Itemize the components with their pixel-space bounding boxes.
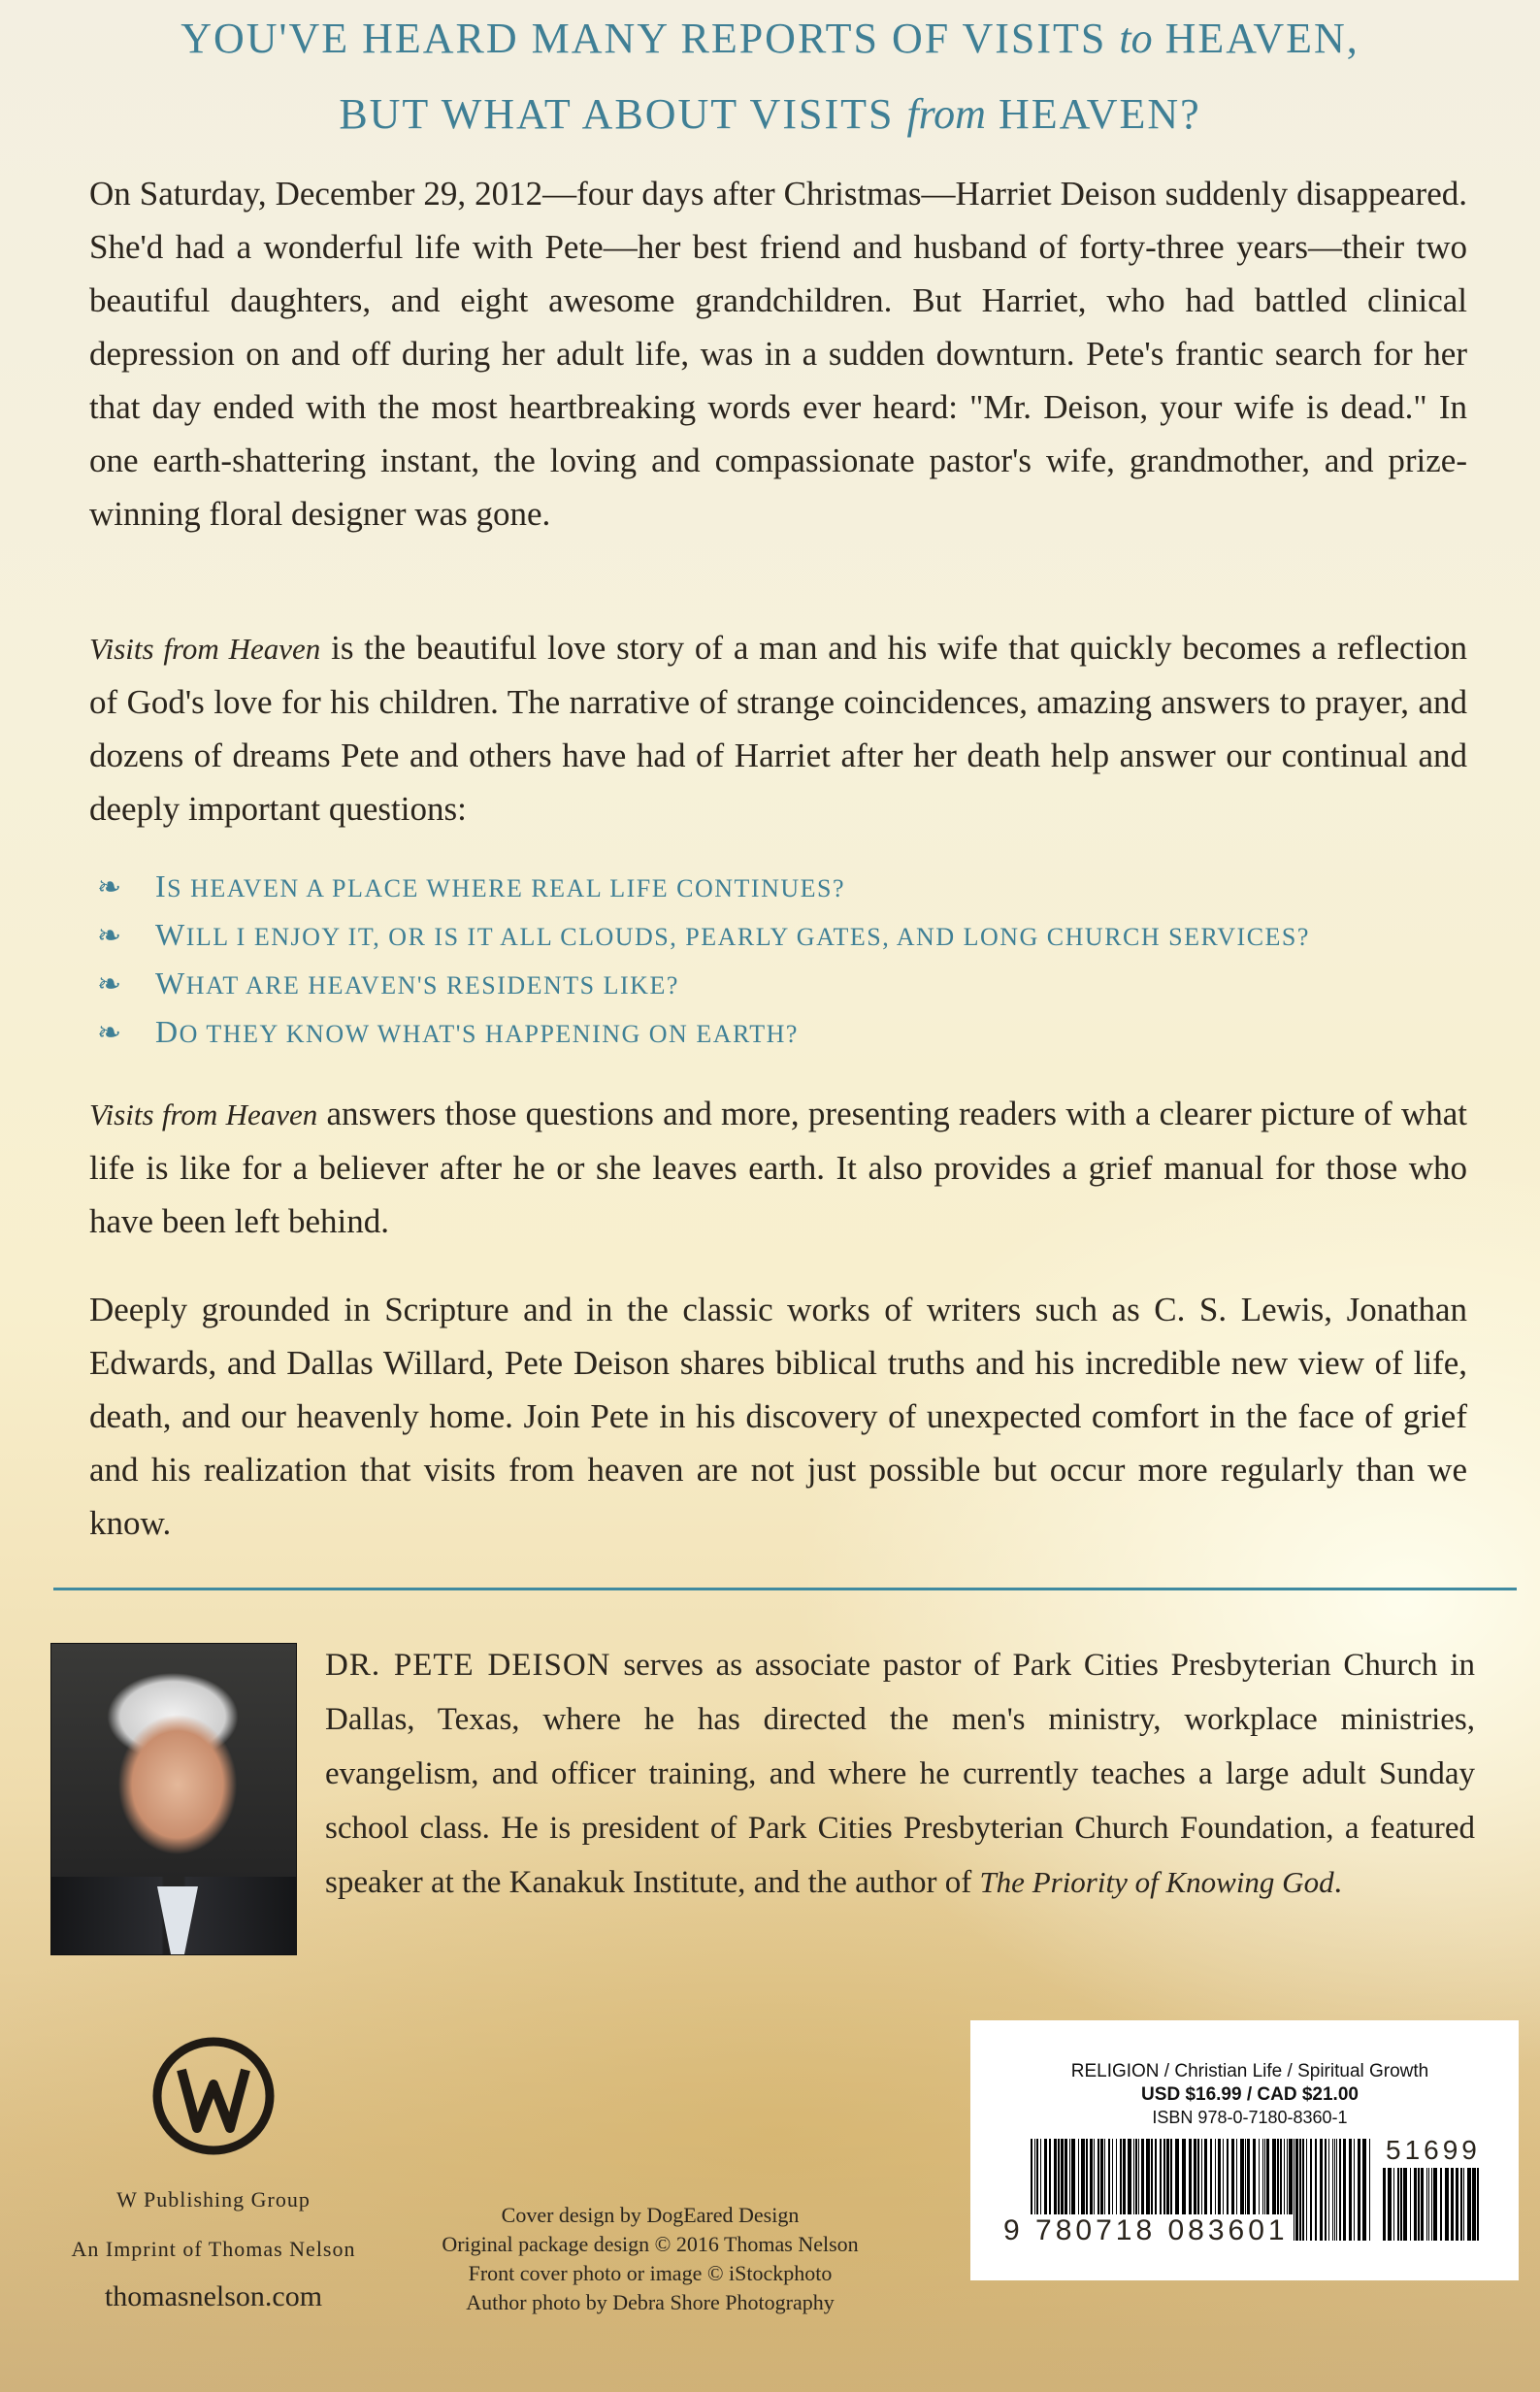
headline-text: HEAVEN? — [998, 90, 1201, 138]
credit-line: Author photo by Debra Shore Photography — [466, 2290, 835, 2314]
paragraph-summary — [89, 621, 1467, 836]
flourish-icon: ❧ — [97, 871, 123, 903]
credit-line: Original package design © 2016 Thomas Nelson — [442, 2232, 859, 2256]
barcode-category: RELIGION / Christian Life / Spiritual Growth — [1070, 2061, 1429, 2081]
headline-italic: from — [906, 90, 986, 138]
headline-text: BUT WHAT ABOUT VISITS — [339, 90, 895, 138]
question-text: HAT ARE HEAVEN'S RESIDENTS LIKE? — [185, 971, 679, 999]
question-item — [97, 959, 1310, 1007]
headline-line-2 — [0, 89, 1540, 139]
author-name: DR. PETE DEISON — [325, 1648, 611, 1683]
question-initial: I — [155, 868, 168, 903]
publisher-name: W Publishing Group — [116, 2187, 311, 2212]
design-credits — [378, 2201, 922, 2317]
headline-text: HEAVEN, — [1164, 15, 1360, 62]
question-initial: D — [155, 1014, 180, 1049]
question-item — [97, 910, 1310, 959]
paragraph-closing: Deeply grounded in Scripture and in the classic works of writers such as C. S. Lewis, Jonathan Edwards, and Dallas Willard, Pete Deison shares biblical truths and his incredible new view of life, death, and our heavenly home. Join Pete in his discovery of unexpected comfort in the face of grief and his realization that visits from heaven are not just possible but occur more regularly than we know. — [89, 1291, 1467, 1542]
questions-list — [97, 862, 1310, 1056]
question-initial: W — [155, 966, 186, 1000]
book-title: Visits from Heaven — [89, 632, 321, 666]
publisher-imprint: An Imprint of Thomas Nelson — [71, 2237, 356, 2261]
barcode-addon-number: 51699 — [1386, 2135, 1481, 2165]
question-initial: W — [155, 917, 186, 952]
paragraph-answers — [89, 1087, 1467, 1248]
barcode-price: USD $16.99 / CAD $21.00 — [1141, 2084, 1359, 2105]
barcode-label — [970, 2020, 1519, 2280]
question-text: O THEY KNOW WHAT'S HAPPENING ON EARTH? — [179, 1020, 799, 1048]
author-bio — [325, 1638, 1475, 1910]
author-book-title: The Priority of Knowing God — [979, 1865, 1334, 1899]
paragraph-story: On Saturday, December 29, 2012—four days after Christmas—Harriet Deison suddenly disappeared. She'd had a wonderful life with Pete—her best friend and husband of forty-three years—their two beautiful daughters, and eight awesome grandchildren. But Harriet, who had battled clinical depression on and off during her adult life, was in a sudden downturn. Pete's frantic search for her that day ended with the most heartbreaking words ever heard: "Mr. Deison, your wife is dead." In one earth-shattering instant, the loving and compassionate pastor's wife, grandmother, and prize-winning floral designer was gone. — [89, 175, 1467, 533]
author-photo — [50, 1643, 297, 1955]
paragraph-text: answers those questions and more, presenting readers with a clearer picture of what life is like for a believer after he or she leaves earth. It also provides a grief manual for those who have been left behind. — [89, 1095, 1467, 1240]
question-text: ILL I ENJOY IT, OR IS IT ALL CLOUDS, PEARLY GATES, AND LONG CHURCH SERVICES? — [185, 923, 1310, 951]
flourish-icon: ❧ — [97, 920, 123, 952]
question-text: S HEAVEN A PLACE WHERE REAL LIFE CONTINUES? — [167, 874, 846, 902]
book-title: Visits from Heaven — [89, 1098, 318, 1131]
question-item — [97, 862, 1310, 910]
barcode-addon-bars-icon — [1383, 2168, 1480, 2241]
barcode-isbn: ISBN 978-0-7180-8360-1 — [1152, 2108, 1348, 2127]
headline-italic: to — [1119, 15, 1153, 62]
paragraph-text: is the beautiful love story of a man and his wife that quickly becomes a reflection of God's love for his children. The narrative of strange coincidences, amazing answers to prayer, and dozens of dreams Pete and others have had of Harriet after her death help answer our continual and deeply important questions: — [89, 629, 1467, 828]
headline-line-1 — [0, 14, 1540, 63]
divider — [53, 1588, 1517, 1590]
flourish-icon: ❧ — [97, 968, 123, 1000]
publisher-logo-icon — [150, 2036, 277, 2157]
credit-line: Cover design by DogEared Design — [501, 2203, 800, 2227]
barcode-number: 9 780718 083601 — [999, 2214, 1293, 2247]
question-item — [97, 1007, 1310, 1056]
bio-end: . — [1333, 1865, 1342, 1900]
credit-line: Front cover photo or image © iStockphoto — [468, 2261, 833, 2285]
publisher-url: thomasnelson.com — [104, 2280, 323, 2312]
flourish-icon: ❧ — [97, 1017, 123, 1049]
headline-text: YOU'VE HEARD MANY REPORTS OF VISITS — [180, 15, 1107, 62]
bio-text: serves as associate pastor of Park Cities Presbyterian Church in Dallas, Texas, where he has directed the men's ministry, workplace ministries, evangelism, and officer training, and where he currently teaches a large adult Sunday school class. He is president of Park Cities Presbyterian Church Foundation, a featured speaker at the Kanakuk Institute, and the author of — [325, 1648, 1475, 1900]
